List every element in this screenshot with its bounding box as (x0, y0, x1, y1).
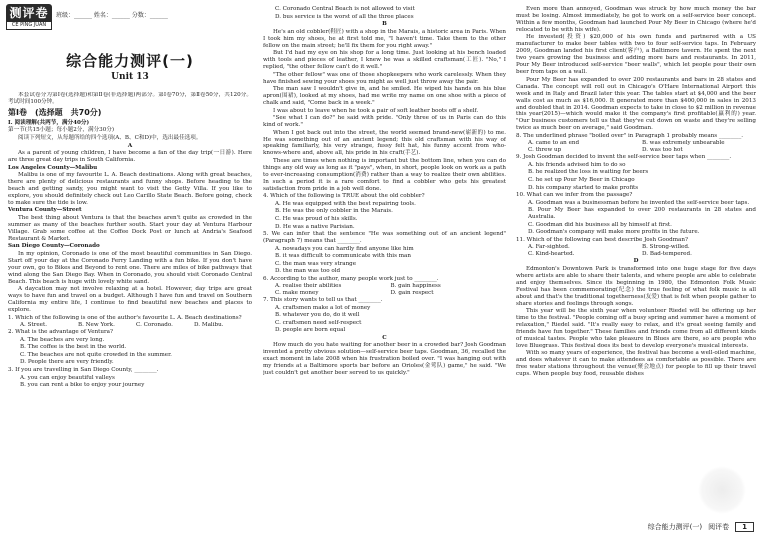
passage-paragraph: A daycation may not involve relaxing at a hotel. However, day trips are great ways to have fun and travel on a budget. Although I have fun and travel on Southern California my entire life, I continue to find beautiful new beaches and places to explore. (8, 286, 252, 314)
passage-paragraph: Malibu is one of my favourite L. A. Beach destinations. Along with great beaches, there are plenty of delicious restaurants and funny shops. Before heading to the beach and getting sandy, you might want to visit the Getty Villa. If you like to explore, you should definitely check out Leo Carillo State Beach. Before going, check to make sure the tide is low. (8, 172, 252, 206)
passage-paragraph: "The other fellow" was one of those shopkeepers who work carelessly. When they have finished sewing your shoes you might as well just throw away the pair. (263, 71, 506, 85)
passage-label-a: A (127, 142, 133, 149)
passage-paragraph: But I'd had my eye on his shop for a long time. Just looking at his bench loaded with tools and pieces of leather, I knew he was a skilled craftsman(工匠). "No," I replied, "the other fellow can't do it well." (263, 50, 506, 70)
question: 1. Which of the following is one of the author's favourite L. A. Beach destinations? (8, 314, 242, 321)
question-options (516, 147, 756, 154)
option[interactable]: B. Pour My Beer has expanded to over 200 restaurants in 28 states and Australia. (528, 207, 756, 221)
passage-subheading: Ventura County—Street (8, 207, 82, 214)
option[interactable]: A. nowadays you can hardly find anyone like him (275, 245, 414, 252)
option[interactable]: A. Goodman was a businessman before he invented the self-service beer taps. (528, 199, 750, 206)
option[interactable]: B. New York. (78, 322, 115, 329)
question: 5. We can infer that the sentence "He was something out of an ancient legend" (Paragraph 7) means that ________. (263, 231, 506, 244)
question-options (516, 140, 756, 147)
option[interactable]: C. threw up (528, 147, 562, 154)
part-instructions: 阅读下列短文，从每题所给的四个选项(A、B、C和D)中，选出最佳选项。 (18, 134, 202, 141)
question-options (516, 244, 756, 251)
passage-paragraph: Edmonton's Downtown Park is transformed into one huge stage for five days where artists are able to share their talents, and where people are able to celebrate and enjoy themselves. Since its beginning in 1980, the Edmonton Folk Music Festival has been commemorating(纪念) the true feeling of what folk music is all about and that's the traditional togetherness(友爱) that is felt when people gather to share stories and feelings through songs. (516, 265, 756, 307)
option[interactable]: A. his friends advised him to do so (528, 161, 626, 168)
passage-label-c: C (382, 334, 387, 341)
watermark-stamp (698, 466, 746, 514)
unit-label: Unit 13 (111, 72, 149, 82)
logo-text: 测评卷 (6, 4, 52, 22)
option[interactable]: C. make money (275, 290, 319, 297)
question-options (516, 251, 756, 258)
passage-paragraph: He invested(投资) $20,000 of his own funds and partnered with a US manufacturer to make beer tables with two to four self-service taps. In February 2009, Goodman landed his first client(客户), a Baltimore tavern. He spent the next two years growing the business and adding more bars and restaurants. In 2011, Pour My Beer introduced self-service "beer walls", which let people pour their own beer from taps on a wall. (516, 34, 756, 76)
question: 9. Josh Goodman decided to invent the self-service beer taps when ________. (516, 154, 732, 161)
option[interactable]: A. Far-sighted. (528, 244, 570, 251)
page-footer (648, 522, 754, 532)
passage-paragraph: The man saw I wouldn't give in, and he smiled. He wiped his hands on his blue apron(围裙), looked at my shoes, had me write my name on one shoe with a piece of chalk and said, "Come back in a week." (263, 86, 506, 106)
option[interactable]: D. was too hot (642, 147, 683, 154)
passage-paragraph: The best thing about Ventura is that the beaches aren't quite as crowded in the summer as many of the beaches further south. Start your day at Ventura Harbour Village. Grab some coffee at the Coffee Dock Post or lunch at Andria's Seafood Restaurant & Market. (8, 215, 252, 242)
option[interactable]: B. Strong-willed. (642, 244, 690, 251)
option[interactable]: C. Goodman did his business all by himself at first. (528, 221, 672, 228)
option[interactable]: D. He was a native Parisian. (275, 223, 355, 230)
passage-label-b: B (382, 21, 387, 28)
question: 3. If you are travelling in San Diego County, ________. (8, 366, 159, 373)
passage-paragraph: In my opinion, Coronado is one of the most beautiful communities in San Diego. Start off your day at the Coronado Ferry Landing with a fun bike. If you don't have your own, go to Bikes and Beyond to rent one. There are miles of bike pathways that wind along the San Diego Bay. When in Coronado, you should visit Coronado Central Beach. This beach is huge with lovely white sand. (8, 250, 252, 285)
column-1 (8, 92, 252, 522)
option[interactable]: D. bus service is the worst of all the three places (275, 13, 414, 20)
footer-sub: 阅评卷 (708, 523, 730, 531)
passage-paragraph: He's an old cobbler(鞋匠) with a shop in the Marais, a historic area in Paris. When I took him my shoes, he at first told me, "I haven't time. Take them to the other fellow on the main street; he'll fix them for you right away." (263, 28, 506, 49)
option[interactable]: B. gain happiness (390, 283, 441, 290)
intro-text: 本套试卷分为第Ⅰ卷(选择题)和第Ⅱ卷(非选择题)两部分。第Ⅰ卷70分，第Ⅱ卷50分，共120分。考试时间100分钟。 (8, 92, 252, 105)
option[interactable]: C. Kind-hearted. (528, 251, 575, 258)
option[interactable]: B. it was difficult to communicate with this man (275, 253, 411, 260)
passage-paragraph: "See what I can do?" he said with pride. "Only three of us in Paris can do this kind of work." (263, 115, 506, 128)
passage-label-d: D (633, 258, 639, 265)
option[interactable]: C. Coronado. (136, 322, 173, 329)
logo (6, 4, 52, 32)
option[interactable]: C. The beaches are not quite crowded in the summer. (20, 351, 172, 358)
option[interactable]: D. People there are very friendly. (20, 359, 114, 366)
option[interactable]: B. whatever you do, do it well (275, 312, 360, 319)
option[interactable]: B. you can rent a bike to enjoy your journey (20, 382, 145, 389)
option[interactable]: A. craftsmen make a lot of money (275, 304, 371, 311)
option[interactable]: A. came to an end (528, 140, 580, 147)
option[interactable]: C. the man was very strange (275, 260, 357, 267)
question: 4. Which of the following is TRUE about the old cobbler? (263, 193, 425, 200)
option[interactable]: B. he realized the loss in waiting for beers (528, 169, 649, 176)
question-options (263, 283, 506, 290)
option[interactable]: C. craftsmen need self-respect (275, 319, 362, 326)
option[interactable]: A. He was equipped with the best repairing tools. (275, 200, 416, 207)
passage-paragraph: This year will be the sixth year when volunteer Riedel will be offering up her time to the festival. "People coming off a busy spring and summer have a moment of relaxation," Riedel said. "It's really easy to relax, and it's great seeing family and friends have fun together." These families and friends come from all different kinds of musical tastes. People who take pleasure in Blues are there, so are people who love Bluegrass. This festival does its best to develop everyone's musical interests. (516, 308, 756, 349)
passage-paragraph: Pour My Beer has expanded to over 200 restaurants and bars in 28 states and Canada. The concept will roll out in Chicago's O'Hare International Airport this week and in Italy and Brazil later this year. The tables start at $4,000 and the beer walls cost as much as $16,000. It generated more than $400,000 in sales in 2013 and doubled that in 2014. Goodman expects to take in close to $2 million in revenue this year(2015)—which would make it the company's first profitable(赢利的) year. "Our business customers tell us that they've cut down on waste and they're selling twice as much beer on average," said Goodman. (516, 76, 756, 132)
option[interactable]: A. The beaches are very long. (20, 336, 105, 343)
option[interactable]: C. Coronado Central Beach is not allowed to visit (275, 6, 415, 12)
option[interactable]: A. Street. (20, 322, 47, 329)
part-heading: Ⅰ. 阅读理解(共两节，满分40分) (8, 119, 90, 126)
section-heading: 第Ⅰ卷 (选择题 共70分) (8, 107, 102, 117)
option[interactable]: D. Goodman's company will make more profits in the future. (528, 229, 700, 236)
part-subheading: 第一节(共15小题；每小题2分，满分30分) (8, 127, 115, 134)
passage-paragraph: How much do you hate waiting for another beer in a crowded bar? Josh Goodman invented a pretty obvious solution—self-service beer taps. Goodman, 36, recalled the exact moment in late 2008 when his frustration boiled over. "I was hanging out with my friends at a Baltimore sports bar before an Orioles(金莺队) game," he said. "We just couldn't get another beer served to us quickly." (263, 342, 506, 377)
passage-paragraph: When I got back out into the street, the world seemed brand-new(崭新的) to me. He was something out of an ancient legend; this old craftsman with his way of speaking familiarly, his very strange, fussy felt hat, his funny accent from who-knows-where and, above all, his pride in his craft(手艺). (263, 129, 506, 157)
column-2 (263, 6, 506, 521)
question: 6. According to the author, many people work just to ________. (263, 275, 439, 282)
question: 10. What can we infer from the passage? (516, 192, 633, 199)
column-3 (516, 6, 756, 521)
passage-paragraph: I was about to leave when he took a pair of soft leather boots off a shelf. (273, 107, 479, 114)
option[interactable]: D. the man was too old (275, 268, 341, 275)
option[interactable]: A. realise their abilities (275, 283, 342, 290)
footer-label: 综合能力测评(一) (647, 523, 703, 531)
option[interactable]: B. He was the only cobbler in the Marais. (275, 208, 393, 215)
option[interactable]: D. Malibu. (194, 322, 224, 329)
question: 2. What is the advantage of Ventura? (8, 329, 113, 336)
question: 8. The underlined phrase "boiled over" in Paragraph 1 probably means ________. (516, 132, 744, 139)
question-options (263, 290, 506, 297)
passage-paragraph: These are times when nothing is important but the bottom line, when you can do things any old way as long as it "pays", when, in short, people look on work as a path to ever-increasing consumption(消费) rather than a way to realize their own abilities. In such a period it is a rare comfort to find a cobbler who gets his greatest satisfaction from pride in a job well done. (263, 157, 506, 192)
option[interactable]: D. gain respect (390, 290, 434, 297)
option[interactable]: D. his company started to make profits (528, 184, 639, 191)
question: 11. Which of the following can best describe Josh Goodman? (516, 236, 688, 243)
passage-paragraph: As a parent of young children, I have become a fan of the day trip(一日游). Here are three great day trips in South California. (8, 150, 252, 163)
option[interactable]: C. he set up Pour My Beer in Chicago (528, 177, 635, 184)
passage-subheading: Los Angeles County—Malibu (8, 164, 98, 171)
logo-sub: CE PING JUAN (6, 22, 52, 30)
option[interactable]: D. Bad-tempered. (642, 251, 692, 258)
passage-paragraph: With so many years of experience, the festival has become a well-oiled machine, and does whatever it can to make attendees as comfortable as possible. There are free water stations throughout the venue(聚会地点) for people to fill up their travel cups. When people buy food, reusable dishes (516, 350, 756, 378)
passage-paragraph: Even more than annoyed, Goodman was struck by how much money the bar must be losing. Almost immediately, he got to work on a self-service beer concept. Within a few months, Goodman had launched Pour My Beer in Chicago (where he'd relocated to be with his wife). (516, 6, 756, 33)
option[interactable]: B. The coffee is the best in the world. (20, 344, 127, 351)
option[interactable]: D. people are born equal (275, 327, 346, 334)
option[interactable]: B. was extremely unbearable (642, 140, 725, 147)
option[interactable]: C. He was proud of his skills. (275, 215, 358, 222)
passage-subheading: San Diego County—Coronado (8, 243, 100, 250)
page-title: 综合能力测评(一) (66, 52, 194, 70)
question: 7. This story wants to tell us that ________. (263, 297, 383, 304)
header-fields: 班级：______ 姓名：______ 分数：______ (56, 12, 168, 19)
page-number: 1 (735, 522, 754, 532)
question-options (8, 322, 252, 329)
option[interactable]: A. you can enjoy beautiful valleys (20, 374, 115, 381)
